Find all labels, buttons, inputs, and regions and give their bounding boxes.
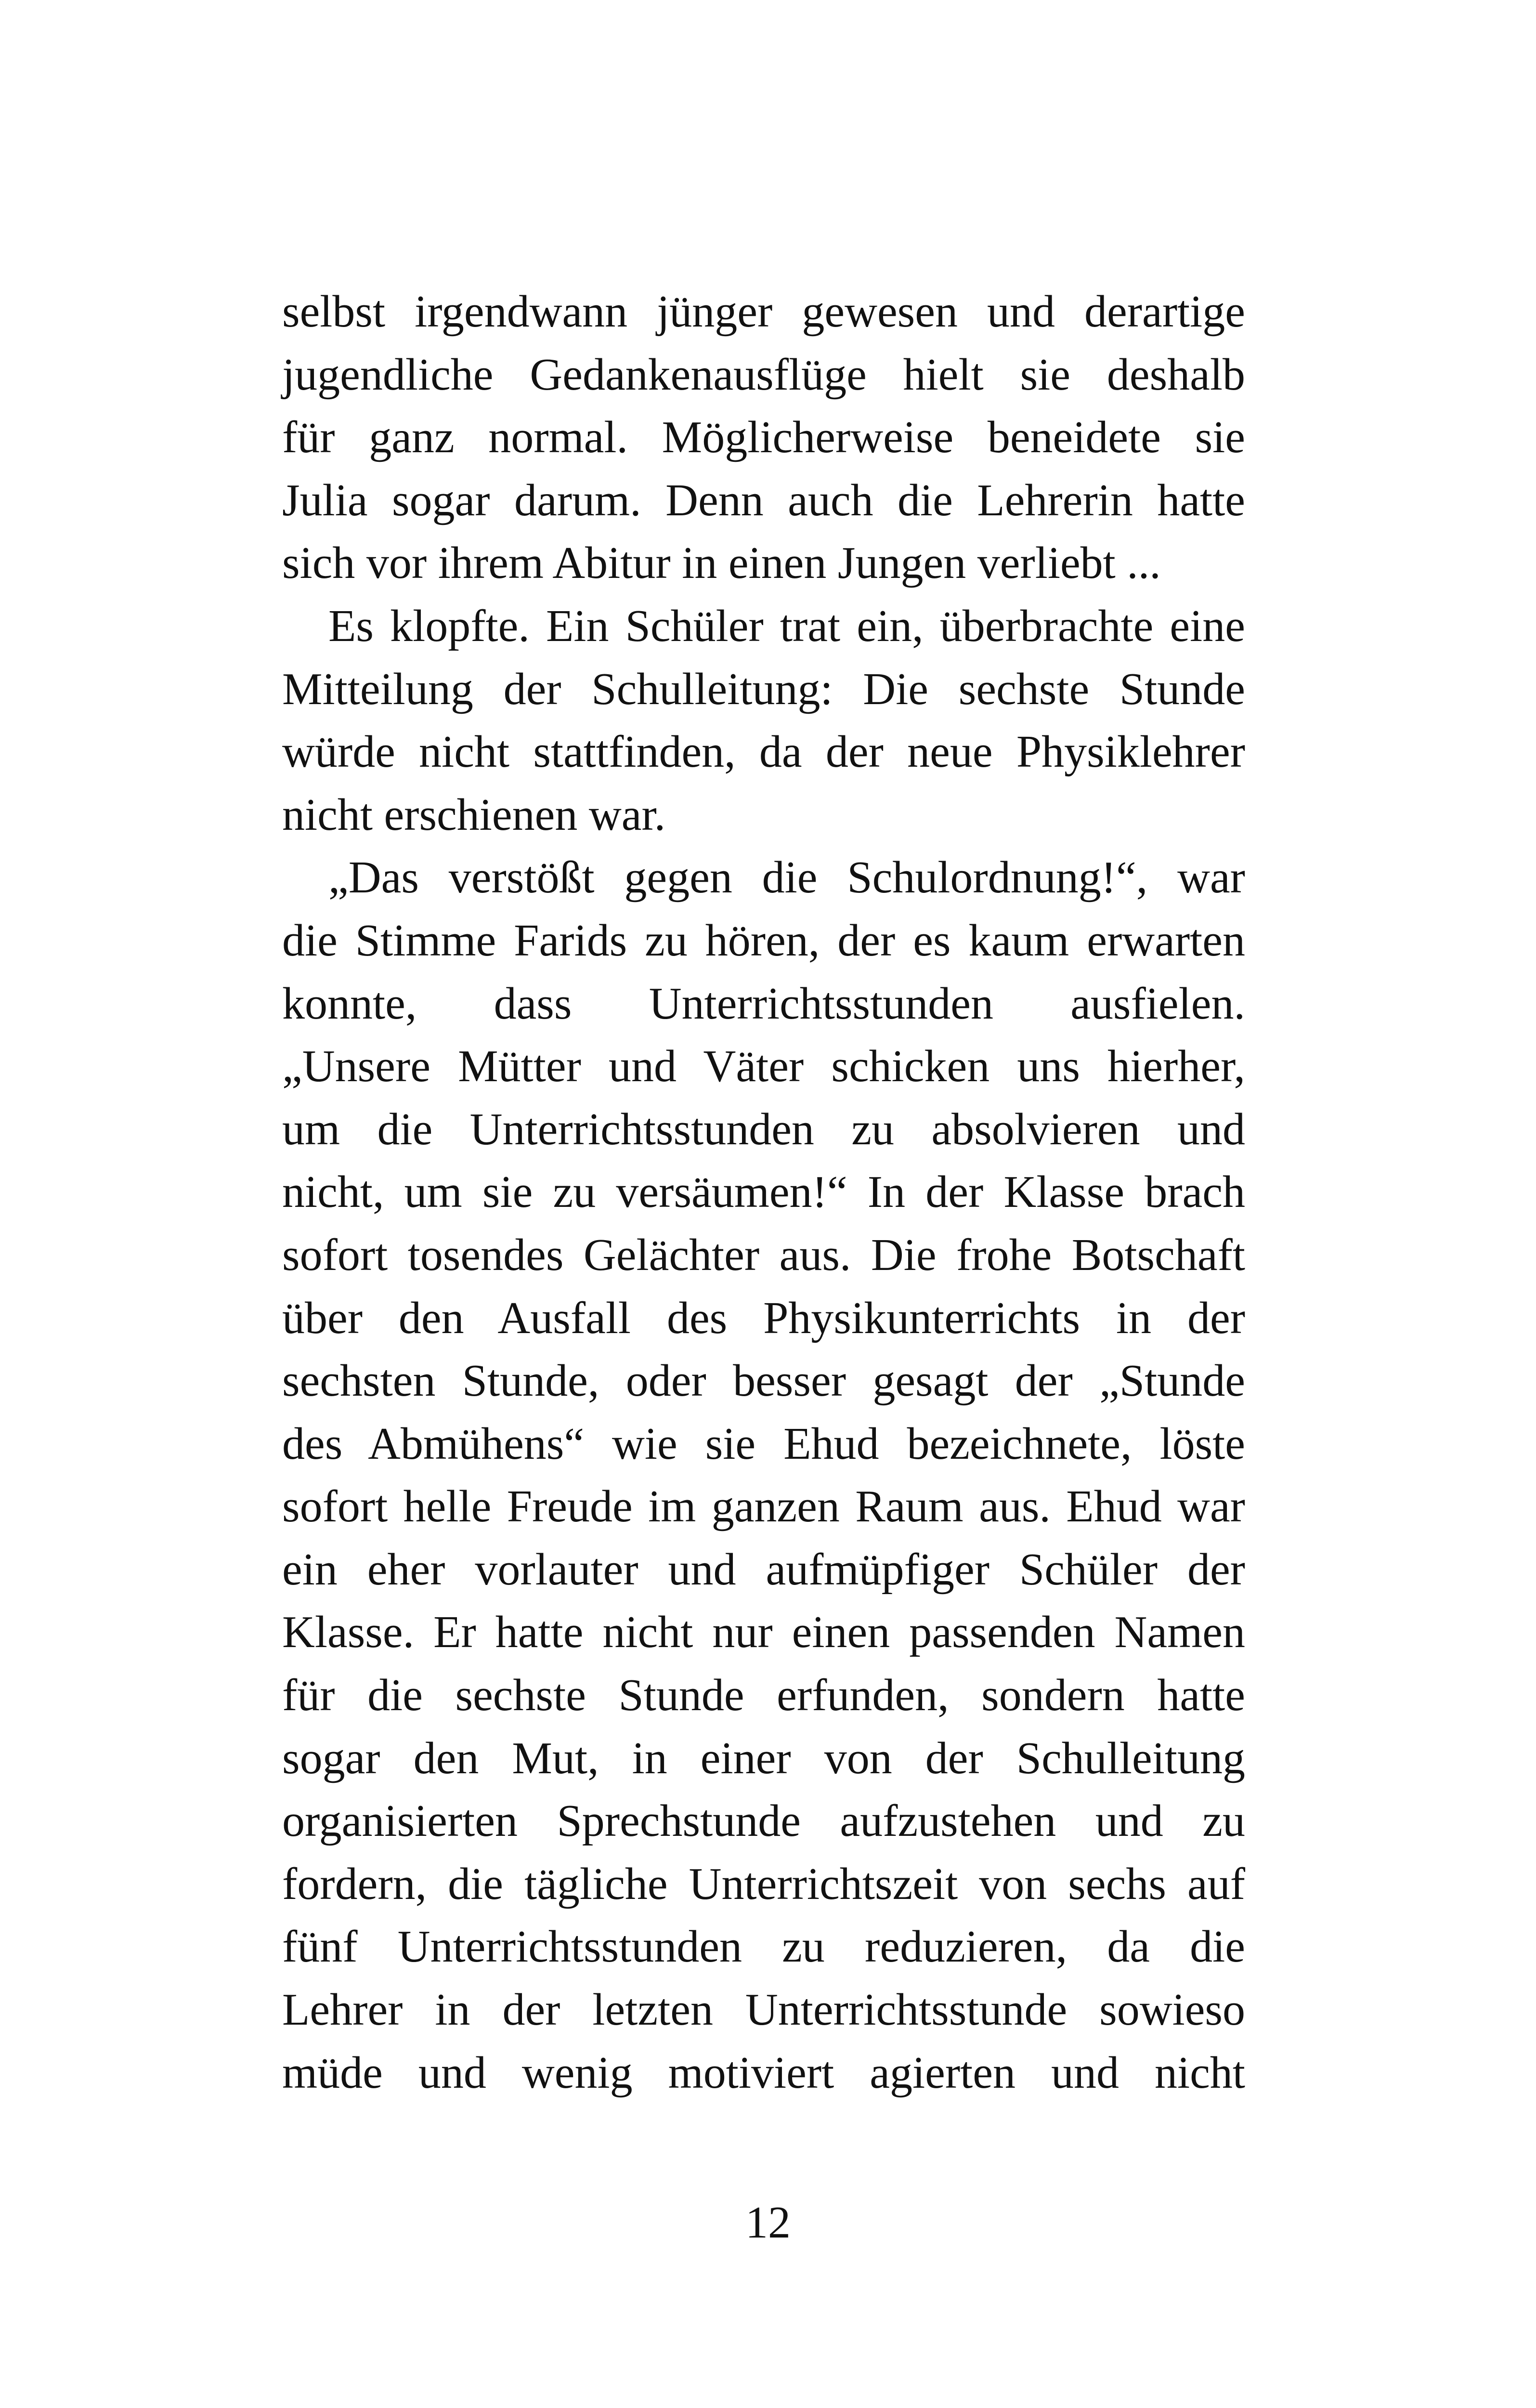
text-line: nicht, um sie zu versäumen!“ In der Klasse brach [282, 1167, 1245, 1217]
text-line: sechsten Stunde, oder besser gesagt der „Stunde [282, 1356, 1245, 1406]
page-number: 12 [745, 2198, 791, 2248]
text-line: sogar den Mut, in einer von der Schulleitung [282, 1733, 1245, 1783]
text-line: konnte, dass Unterrichtsstunden ausfielen. [282, 978, 1245, 1029]
text-line: Klasse. Er hatte nicht nur einen passenden Namen [282, 1607, 1245, 1658]
text-line: würde nicht stattfinden, da der neue Physiklehrer [282, 727, 1245, 777]
text-line: „Das verstößt gegen die Schulordnung!“, war [328, 852, 1245, 903]
text-line: selbst irgendwann jünger gewesen und derartige [282, 287, 1245, 337]
text-line: ein eher vorlauter und aufmüpfiger Schüler der [282, 1544, 1245, 1595]
text-line: Julia sogar darum. Denn auch die Lehrerin hatte [282, 475, 1245, 525]
text-line: sich vor ihrem Abitur in einen Jungen verliebt ... [282, 538, 1161, 589]
text-line: die Stimme Farids zu hören, der es kaum erwarten [282, 915, 1245, 966]
text-line: über den Ausfall des Physikunterrichts in der [282, 1293, 1245, 1343]
text-line: müde und wenig motiviert agierten und nicht [282, 2047, 1245, 2098]
text-line: des Abmühens“ wie sie Ehud bezeichnete, löste [282, 1418, 1245, 1469]
text-line: um die Unterrichtsstunden zu absolvieren und [282, 1104, 1245, 1154]
text-line: sofort helle Freude im ganzen Raum aus. Ehud war [282, 1481, 1245, 1532]
text-line: für ganz normal. Möglicherweise beneidete sie [282, 412, 1245, 463]
text-line: „Unsere Mütter und Väter schicken uns hierher, [282, 1041, 1245, 1092]
text-line: organisierten Sprechstunde aufzustehen und zu [282, 1796, 1245, 1846]
body-text [282, 280, 1245, 2104]
text-line: nicht erschienen war. [282, 789, 666, 840]
text-line: jugendliche Gedankenausflüge hielt sie deshalb [282, 349, 1245, 400]
text-line: Lehrer in der letzten Unterrichtsstunde sowieso [282, 1985, 1245, 2035]
text-line: Es klopfte. Ein Schüler trat ein, überbrachte eine [328, 601, 1245, 651]
text-line: fünf Unterrichtsstunden zu reduzieren, da die [282, 1922, 1245, 1972]
text-line: für die sechste Stunde erfunden, sondern hatte [282, 1670, 1245, 1721]
text-line: sofort tosendes Gelächter aus. Die frohe Botschaft [282, 1230, 1245, 1280]
text-line: Mitteilung der Schulleitung: Die sechste Stunde [282, 664, 1245, 714]
text-line: fordern, die tägliche Unterrichtszeit von sechs auf [282, 1858, 1245, 1909]
